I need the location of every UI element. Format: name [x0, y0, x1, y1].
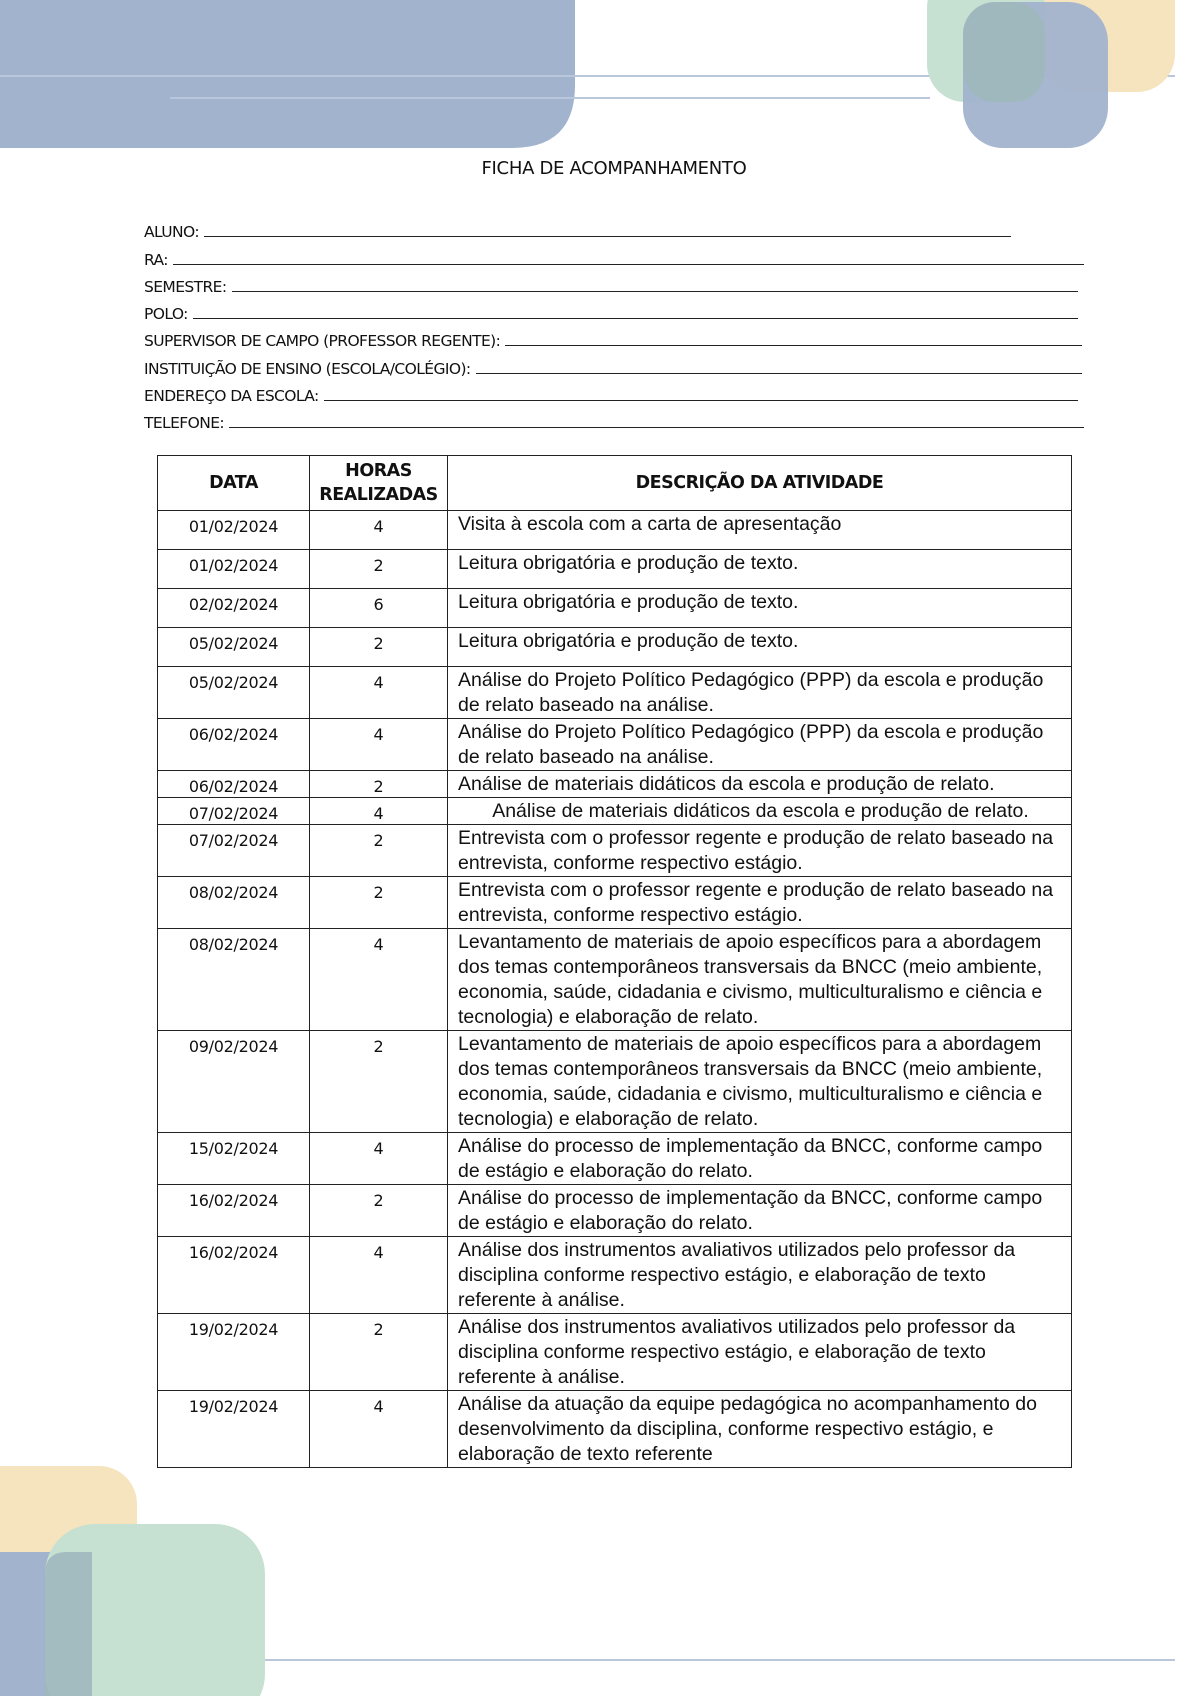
fill-line[interactable] — [229, 427, 1084, 428]
fill-line[interactable] — [324, 400, 1078, 401]
row-hours: 4 — [310, 798, 448, 825]
row-date: 07/02/2024 — [158, 825, 310, 877]
row-date: 08/02/2024 — [158, 929, 310, 1031]
row-hours: 4 — [310, 667, 448, 719]
fill-line[interactable] — [193, 318, 1078, 319]
row-description: Leitura obrigatória e produção de texto. — [448, 628, 1072, 667]
header-hours-line2: REALIZADAS — [319, 485, 438, 505]
table-row — [158, 1133, 1072, 1185]
row-description: Análise dos instrumentos avaliativos utilizados pelo professor da disciplina conforme respectivo estágio, e elaboração de texto referente à análise. — [448, 1314, 1072, 1391]
table-row — [158, 1237, 1072, 1314]
row-date: 07/02/2024 — [158, 798, 310, 825]
row-description: Levantamento de materiais de apoio específicos para a abordagem dos temas contemporâneos transversais da BNCC (meio ambiente, economia, saúde, cidadania e civismo, multiculturalismo e ciência e tecnologia) e elaboração de relato. — [448, 929, 1072, 1031]
row-hours: 2 — [310, 877, 448, 929]
fill-line[interactable] — [173, 264, 1084, 265]
row-date: 16/02/2024 — [158, 1237, 310, 1314]
header-date: DATA — [158, 456, 310, 511]
activity-table — [157, 455, 1072, 1468]
row-hours: 4 — [310, 719, 448, 771]
row-date: 01/02/2024 — [158, 511, 310, 550]
row-description: Análise do processo de implementação da BNCC, conforme campo de estágio e elaboração do relato. — [448, 1185, 1072, 1237]
row-description: Entrevista com o professor regente e produção de relato baseado na entrevista, conforme respectivo estágio. — [448, 825, 1072, 877]
table-row — [158, 628, 1072, 667]
row-hours: 2 — [310, 1031, 448, 1133]
footer-decoration — [0, 1460, 1200, 1696]
field-ra[interactable] — [144, 241, 1084, 268]
row-date: 01/02/2024 — [158, 550, 310, 589]
table-row — [158, 771, 1072, 798]
row-description: Análise de materiais didáticos da escola e produção de relato. — [448, 798, 1072, 825]
fill-line[interactable] — [476, 373, 1082, 374]
field-label: INSTITUIÇÃO DE ENSINO (ESCOLA/COLÉGIO): — [144, 359, 471, 378]
field-label: ENDEREÇO DA ESCOLA: — [144, 387, 319, 406]
header-hours — [310, 456, 448, 511]
row-date: 09/02/2024 — [158, 1031, 310, 1133]
row-date: 16/02/2024 — [158, 1185, 310, 1237]
table-row — [158, 1391, 1072, 1468]
row-hours: 2 — [310, 628, 448, 667]
row-description: Análise do Projeto Político Pedagógico (PPP) da escola e produção de relato baseado na análise. — [448, 667, 1072, 719]
row-hours: 2 — [310, 771, 448, 798]
row-hours: 4 — [310, 1133, 448, 1185]
header-hours-line1: HORAS — [345, 461, 412, 481]
row-description: Análise de materiais didáticos da escola e produção de relato. — [448, 771, 1072, 798]
table-row — [158, 1314, 1072, 1391]
row-description: Entrevista com o professor regente e produção de relato baseado na entrevista, conforme respectivo estágio. — [448, 877, 1072, 929]
row-description: Visita à escola com a carta de apresentação — [448, 511, 1072, 550]
row-date: 02/02/2024 — [158, 589, 310, 628]
field-endereco[interactable] — [144, 378, 1078, 405]
fill-line[interactable] — [232, 291, 1079, 292]
row-hours: 4 — [310, 1237, 448, 1314]
row-date: 05/02/2024 — [158, 628, 310, 667]
row-date: 06/02/2024 — [158, 771, 310, 798]
row-description: Análise do processo de implementação da BNCC, conforme campo de estágio e elaboração do relato. — [448, 1133, 1072, 1185]
header-description: DESCRIÇÃO DA ATIVIDADE — [448, 456, 1072, 511]
field-aluno[interactable] — [144, 214, 1011, 241]
row-description: Análise dos instrumentos avaliativos utilizados pelo professor da disciplina conforme respectivo estágio, e elaboração de texto referente à análise. — [448, 1237, 1072, 1314]
row-hours: 4 — [310, 929, 448, 1031]
row-hours: 2 — [310, 550, 448, 589]
row-date: 08/02/2024 — [158, 877, 310, 929]
table-row — [158, 825, 1072, 877]
table-row — [158, 877, 1072, 929]
field-label: POLO: — [144, 305, 188, 324]
row-hours: 2 — [310, 825, 448, 877]
fill-line[interactable] — [505, 345, 1082, 346]
row-hours: 6 — [310, 589, 448, 628]
row-date: 05/02/2024 — [158, 667, 310, 719]
field-label: SUPERVISOR DE CAMPO (PROFESSOR REGENTE): — [144, 332, 501, 351]
row-date: 19/02/2024 — [158, 1391, 310, 1468]
student-info-fields — [144, 214, 1084, 432]
table-row — [158, 667, 1072, 719]
header-decoration — [0, 0, 1200, 160]
row-hours: 2 — [310, 1314, 448, 1391]
field-telefone[interactable] — [144, 405, 1084, 432]
table-row — [158, 511, 1072, 550]
field-label: RA: — [144, 250, 168, 269]
table-row — [158, 589, 1072, 628]
field-label: SEMESTRE: — [144, 277, 227, 296]
table-header-row — [158, 456, 1072, 511]
field-label: TELEFONE: — [144, 414, 225, 433]
field-semestre[interactable] — [144, 269, 1078, 296]
table-row — [158, 1031, 1072, 1133]
row-hours: 4 — [310, 1391, 448, 1468]
row-description: Leitura obrigatória e produção de texto. — [448, 550, 1072, 589]
field-label: ALUNO: — [144, 223, 199, 242]
row-description: Análise do Projeto Político Pedagógico (PPP) da escola e produção de relato baseado na análise. — [448, 719, 1072, 771]
row-description: Leitura obrigatória e produção de texto. — [448, 589, 1072, 628]
field-polo[interactable] — [144, 296, 1078, 323]
table-row — [158, 929, 1072, 1031]
table-row — [158, 1185, 1072, 1237]
row-hours: 2 — [310, 1185, 448, 1237]
document-title: FICHA DE ACOMPANHAMENTO — [481, 158, 747, 179]
row-hours: 4 — [310, 511, 448, 550]
row-date: 15/02/2024 — [158, 1133, 310, 1185]
table-row — [158, 798, 1072, 825]
row-description: Análise da atuação da equipe pedagógica no acompanhamento do desenvolvimento da disciplina, conforme respectivo estágio, e elaboração de texto referente — [448, 1391, 1072, 1468]
row-description: Levantamento de materiais de apoio específicos para a abordagem dos temas contemporâneos transversais da BNCC (meio ambiente, economia, saúde, cidadania e civismo, multiculturalismo e ciência e tecnologia) e elaboração de relato. — [448, 1031, 1072, 1133]
field-instituicao[interactable] — [144, 350, 1082, 377]
row-date: 06/02/2024 — [158, 719, 310, 771]
row-date: 19/02/2024 — [158, 1314, 310, 1391]
table-row — [158, 719, 1072, 771]
table-row — [158, 550, 1072, 589]
fill-line[interactable] — [204, 236, 1011, 237]
field-supervisor[interactable] — [144, 323, 1082, 350]
